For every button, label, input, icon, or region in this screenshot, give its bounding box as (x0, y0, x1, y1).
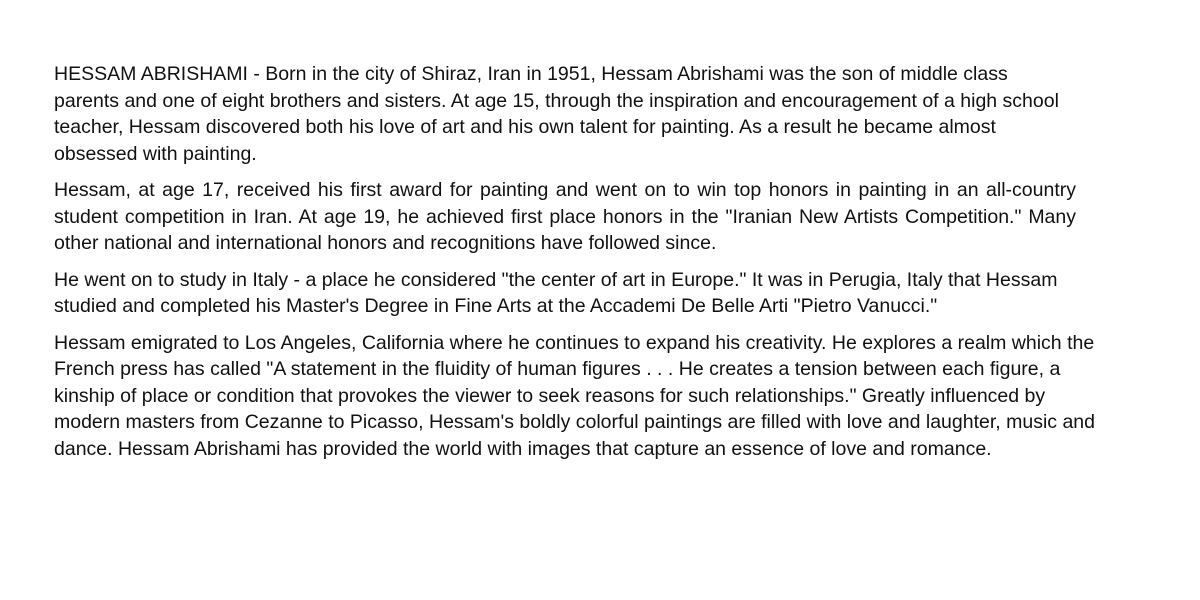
bio-paragraph-education: He went on to study in Italy - a place he considered "the center of art in Europe." It was in Perugia, Italy that Hessam studied and completed his Master's Degree in Fine Arts at the Accademi De Belle Arti "Pietro Vanucci." (54, 268, 1058, 317)
bio-paragraph-awards: Hessam, at age 17, received his first award for painting and went on to win top honors in painting in an all-country student competition in Iran. At age 19, he achieved first place honors in the "Iranian New Artists Competition." Many other national and international honors and recognitions have followed since. (54, 179, 1076, 254)
bio-paragraph-early-life: HESSAM ABRISHAMI - Born in the city of Shiraz, Iran in 1951, Hessam Abrishami was the son of middle class parents and one of eight brothers and sisters. At age 15, through the inspiration and encouragement of a high school teacher, Hessam discovered both his love of art and his own talent for painting. As a result he became almost obsessed with painting. (54, 63, 1059, 165)
bio-paragraph-career: Hessam emigrated to Los Angeles, California where he continues to expand his creativity. He explores a realm which the French press has called "A statement in the fluidity of human figures . . . He creates a tension between each figure, a kinship of place or condition that provokes the viewer to seek reasons for such relationships." Greatly influenced by modern masters from Cezanne to Picasso, Hessam's boldly colorful paintings are filled with love and laughter, music and dance. Hessam Abrishami has provided the world with images that capture an essence of love and romance. (54, 331, 1095, 460)
biography-text (54, 61, 1114, 472)
